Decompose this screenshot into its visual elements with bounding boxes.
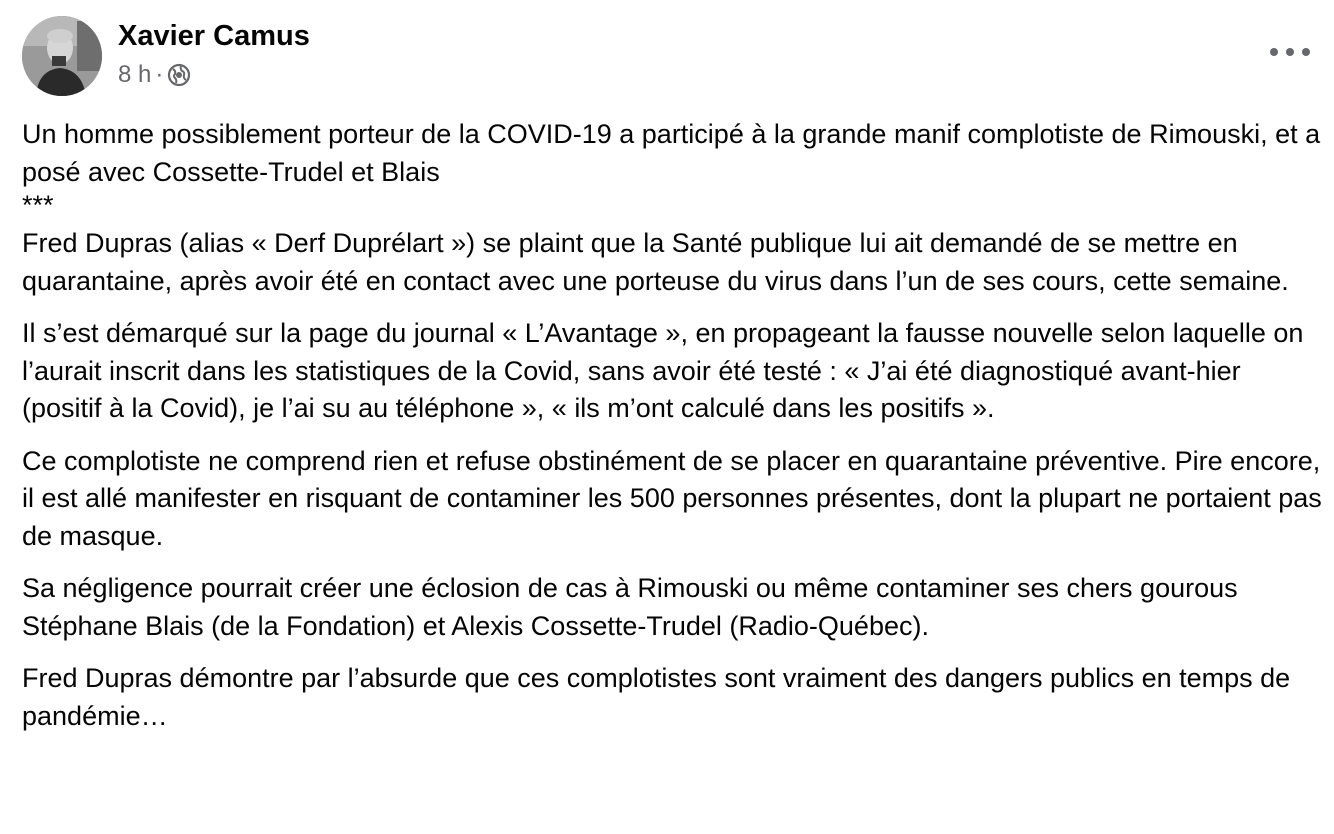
post-headline: Un homme possiblement porteur de la COVID-19 a participé à la grande manif complotiste de Rimouski, et a posé avec Cossette-Trudel et Blais	[22, 119, 1321, 187]
more-options-icon-dot	[1302, 48, 1310, 56]
post-body	[22, 116, 1322, 750]
post-timestamp[interactable]: 8 h	[118, 61, 152, 88]
author-name[interactable]: Xavier Camus	[118, 20, 310, 52]
post-meta	[118, 60, 191, 90]
author-avatar[interactable]	[22, 16, 102, 96]
globe-icon[interactable]	[167, 63, 191, 87]
post-paragraph: Sa négligence pourrait créer une éclosion de cas à Rimouski ou même contaminer ses chers gourous Stéphane Blais (de la Fondation) et Alexis Cossette-Trudel (Radio-Québec).	[22, 573, 1238, 641]
more-options-icon-dot	[1286, 48, 1294, 56]
more-options-button[interactable]	[1270, 40, 1310, 64]
post-paragraph: Il s’est démarqué sur la page du journal « L’Avantage », en propageant la fausse nouvelle selon laquelle on l’aurait inscrit dans les statistiques de la Covid, sans avoir été testé : « J’ai été diagnostiqué avant-hier (positif à la Covid), je l’ai su au téléphone », « ils m’ont calculé dans les positifs ».	[22, 318, 1304, 423]
more-options-icon-dot	[1270, 48, 1278, 56]
post-header	[22, 16, 1312, 96]
post-paragraph: Fred Dupras (alias « Derf Duprélart ») se plaint que la Santé publique lui ait demandé de se mettre en quarantaine, après avoir été en contact avec une porteuse du virus dans l’un de ses cours, cette semaine.	[22, 228, 1289, 296]
meta-separator: ·	[155, 61, 164, 88]
avatar-photo	[22, 16, 102, 96]
post-paragraph: Ce complotiste ne comprend rien et refuse obstinément de se placer en quarantaine préventive. Pire encore, il est allé manifester en risquant de contaminer les 500 personnes présentes, dont la plupart ne portaient pas de masque.	[22, 445, 1322, 551]
post-paragraph: Fred Dupras démontre par l’absurde que ces complotistes sont vraiment des dangers publics en temps de pandémie…	[22, 663, 1291, 731]
post-separator-stars: ***	[22, 190, 54, 220]
